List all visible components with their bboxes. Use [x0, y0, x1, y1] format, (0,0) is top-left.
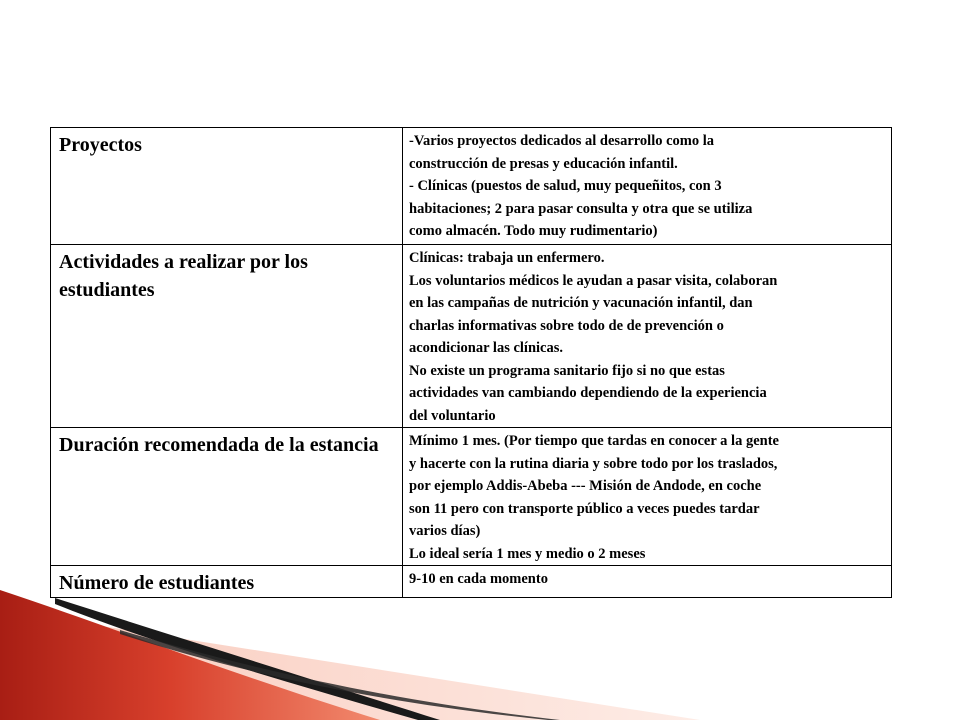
- decorative-swoosh: [0, 590, 960, 720]
- row-label-duracion: Duración recomendada de la estancia: [51, 428, 403, 566]
- content-line: del voluntario: [409, 407, 496, 424]
- row-content-duracion: [403, 428, 892, 566]
- content-line: Mínimo 1 mes. (Por tiempo que tardas en conocer a la gente: [409, 433, 779, 449]
- info-table: [50, 127, 892, 598]
- content-line: charlas informativas sobre todo de de prevención o: [409, 317, 724, 334]
- content-line: por ejemplo Addis-Abeba --- Misión de Andode, en coche: [409, 478, 762, 494]
- content-line: en las campañas de nutrición y vacunación infantil, dan: [409, 295, 753, 311]
- row-label-actividades: Actividades a realizar por los estudiantes: [51, 245, 403, 428]
- content-line: 9-10 en cada momento: [409, 571, 548, 587]
- content-line: son 11 pero con transporte público a veces puedes tardar: [409, 500, 760, 517]
- content-line: - Clínicas (puestos de salud, muy pequeñitos, con 3: [409, 178, 722, 194]
- content-line: No existe un programa sanitario fijo si no que estas: [409, 362, 725, 379]
- row-content-proyectos: [403, 128, 892, 245]
- content-line: como almacén. Todo muy rudimentario): [409, 223, 658, 239]
- content-line: habitaciones; 2 para pasar consulta y otra que se utiliza: [409, 200, 753, 217]
- content-line: Clínicas: trabaja un enfermero.: [409, 250, 605, 266]
- row-label-numero: Número de estudiantes: [51, 566, 403, 598]
- content-line: Los voluntarios médicos le ayudan a pasar visita, colaboran: [409, 272, 778, 289]
- table-row: [51, 428, 892, 566]
- content-line: varios días): [409, 523, 481, 539]
- table-row: [51, 128, 892, 245]
- row-content-actividades: [403, 245, 892, 428]
- content-line: actividades van cambiando dependiendo de la experiencia: [409, 385, 767, 401]
- row-label-proyectos: Proyectos: [51, 128, 403, 245]
- table-row: [51, 245, 892, 428]
- content-line: construcción de presas y educación infantil.: [409, 155, 678, 172]
- content-line: y hacerte con la rutina diaria y sobre todo por los traslados,: [409, 455, 778, 472]
- content-line: Lo ideal sería 1 mes y medio o 2 meses: [409, 545, 646, 562]
- content-line: acondicionar las clínicas.: [409, 340, 564, 356]
- content-line: -Varios proyectos dedicados al desarrollo como la: [409, 133, 715, 149]
